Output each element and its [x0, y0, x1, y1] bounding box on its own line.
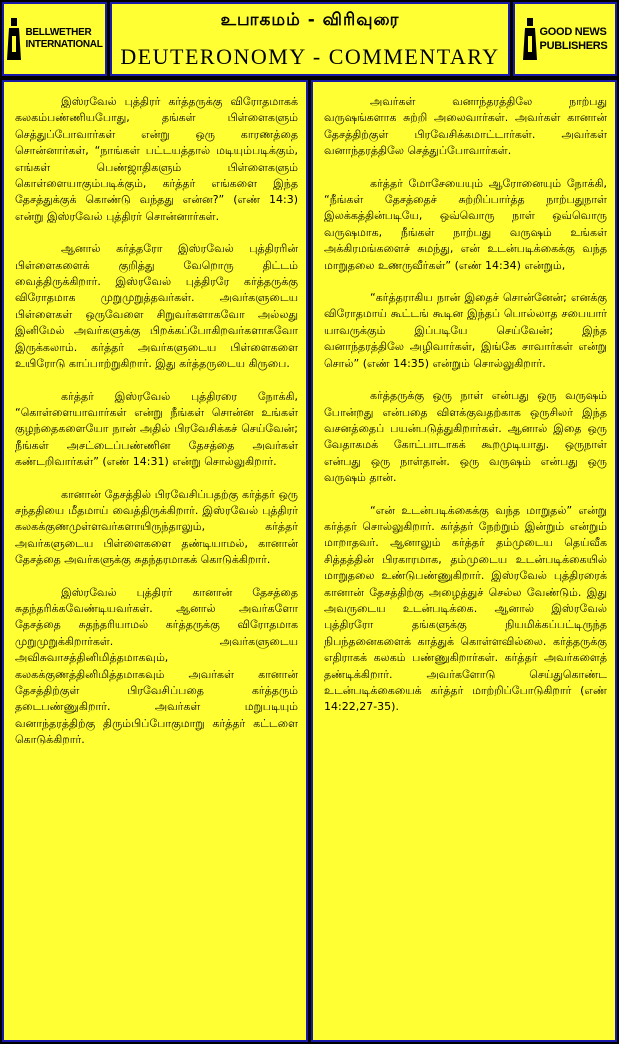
- logo-right-line2: PUBLISHERS: [539, 40, 608, 52]
- paragraph: அவர்கள் வனாந்தரத்திலே நாற்பது வருஷங்களாக சுற்றி அலைவார்கள். அவர்கள் கானான் தேசத்திற்குள் பிரவேசிக்கமாட்டார்கள். அவர்கள் வனாந்தரத்திலே செத்துப்போவார்கள்.: [324, 95, 607, 158]
- paragraph: கர்த்தருக்கு ஒரு நாள் என்பது ஒரு வருஷம் போன்றது என்பதை விளக்குவதற்காக ஒருசிலர் இந்த வசனத்தைப் பயன்படுத்துகிறார்கள். ஆனால் இதை ஒரு வேதாகமக் கோட்பாடாகக் கூறமுடியாது. ஒருநாள் என்பது ஒரு நாள்தான். ஒரு வருஷம் என்பது ஒரு வருஷம் தான்.: [324, 389, 607, 485]
- ram-icon: [6, 16, 22, 62]
- header-title: [110, 2, 510, 76]
- paragraph: “என் உடன்படிக்கைக்கு வந்த மாறுதல்” என்று கர்த்தர் சொல்லுகிறார். கர்த்தர் நேற்றும் இன்றும் என்றும் மாறாதவர். ஆனாலும் கர்த்தர் தம்முடைய தெய்வீக சித்தத்தின் பிரகாரமாக, தம்முடைய உடன்படிக்கையில் மாறுதலை உண்டுபண்ணுகிறார். இஸ்ரவேல் புத்திரரைக் கானான் தேசத்திற்கு அழைத்துச் செல்ல வேண்டும். இது அவருடைய உடன்படிக்கை. ஆனால் இஸ்ரவேல் புத்திரரோ தங்களுக்கு நியமிக்கப்பட்டிருந்த நிபந்தனைகளைக் காத்துக் கொள்ளவில்லை. கர்த்தருக்கு எதிராகக் கலகம் பண்ணுகிறார்கள். கர்த்தர் அவர்களைத் தண்டிக்கிறார். அவர்களோடு செய்துகொண்ட உடன்படிக்கையைக் கர்த்தர் மாற்றிப்போடுகிறார் (எண் 14:22,27-35).: [324, 503, 607, 714]
- paragraph: “கர்த்தராகிய நான் இதைச் சொன்னேன்; எனக்கு விரோதமாய் கூட்டங் கூடின இந்தப் பொல்லாத சபையார் யாவருக்கும் இப்படியே செய்வேன்; இந்த வனாந்தரத்திலே அழிவார்கள், இங்கே சாவார்கள் என்று சொல்” (எண் 14:35) என்றும் சொல்லுகிறார்.: [324, 291, 607, 370]
- trumpet-icon: [523, 16, 537, 62]
- logo-left-line2: INTERNATIONAL: [25, 39, 103, 50]
- left-column: [2, 80, 308, 1042]
- title-tamil: உபாகமம் - விரிவுரை: [220, 10, 400, 30]
- paragraph: இஸ்ரவேல் புத்திரர் கானான் தேசத்தை சுதந்தரிக்கவேண்டியவர்கள். ஆனால் அவர்களோ தேசத்தை சுதந்தரியாமல் கர்த்தருக்கு விரோதமாக முறுமுறுக்கிறார்கள். அவர்களுடைய அவிசுவாசத்தினிமித்தமாகவும், கலகக்குணத்தினிமித்தமாகவும் அவர்கள் கானான் தேசத்திற்குள் பிரவேசிப்பதை கர்த்தரும் தடைபண்ணுகிறார். அவர்கள் மறுபடியும் வனாந்தரத்திற்கு திரும்பிப்போகுமாறு கர்த்தர் கட்டளை கொடுக்கிறார்.: [15, 585, 298, 747]
- title-english: DEUTERONOMY - COMMENTARY: [120, 44, 500, 69]
- right-column: [311, 80, 617, 1042]
- paragraph: கர்த்தர் மோசேயையும் ஆரோனையும் நோக்கி, “நீங்கள் தேசத்தைச் சுற்றிப்பார்த்த நாற்பதுநாள் இலக்கத்தின்படியே, ஒவ்வொரு நாள் ஒவ்வொரு வருஷமாக, நீங்கள் நாற்பது வருஷம் உங்கள் அக்கிரமங்களைச் சுமந்து, என் உடன்படிக்கைக்கு வந்த மாறுதலை உணருவீர்கள்” (எண் 14:34) என்றும்,: [324, 176, 607, 272]
- logo-right-line1: GOOD NEWS: [539, 26, 607, 38]
- bellwether-logo: [2, 2, 107, 76]
- logo-left-line1: BELLWETHER: [25, 27, 92, 38]
- paragraph: இஸ்ரவேல் புத்திரர் கர்த்தருக்கு விரோதமாகக் கலகம்பண்ணியபோது, தங்கள் பிள்ளைகளும் செத்துப்போவார்கள் என்று ஒரு காரணத்தை சொன்னார்கள், “நாங்கள் பட்டயத்தால் மடியும்படிக்கும், எங்கள் பெண்ஜாதிகளும் பிள்ளைகளும் கொள்ளையாகும்படிக்கும், கர்த்தர் எங்களை இந்த தேசத்துக்குக் கொண்டு வந்தது என்ன?” (எண் 14:3) என்று இஸ்ரவேல் புத்திரர் சொன்னார்கள்.: [15, 95, 298, 223]
- paragraph: ஆனால் கர்த்தரோ இஸ்ரவேல் புத்திரரின் பிள்ளைகளைக் குறித்து வேறொரு திட்டம் வைத்திருக்கிறார். இஸ்ரவேல் புத்திரரே கர்த்தருக்கு விரோதமாக முறுமுறுத்தவர்கள். அவர்களுடைய பிள்ளைகள் ஒருவேளை சிறுவர்களாகவோ அல்லது இனிமேல் அவர்களுக்கு பிறக்கப்போகிறவர்களாகவோ இருக்கலாம். கர்த்தர் அவர்களுடைய பிள்ளைகளை உயிரோடு காப்பாற்றுகிறார். இது கர்த்தருடைய கிருபை.: [15, 242, 298, 371]
- paragraph: கானான் தேசத்தில் பிரவேசிப்பதற்கு கர்த்தர் ஒரு சந்ததியை மீதமாய் வைத்திருக்கிறார். இஸ்ரவேல் புத்திரர் கலகக்குணமுள்ளவர்களாயிருந்தாலும், கர்த்தர் அவர்களுடைய பிள்ளைகளை தண்டியாமல், கானான் தேசத்தை அவர்களுக்கு சுதந்தரமாகக் கொடுக்கிறார்.: [15, 487, 298, 567]
- good-news-logo: [513, 2, 617, 76]
- paragraph: கர்த்தர் இஸ்ரவேல் புத்திரரை நோக்கி, “கொள்ளையாவார்கள் என்று நீங்கள் சொன்ன உங்கள் குழந்தைகளையோ நான் அதில் பிரவேசிக்கச் செய்வேன்; நீங்கள் அசட்டைப்பண்ணின தேசத்தை அவர்கள் கண்டறிவார்கள்” (எண் 14:31) என்று சொல்லுகிறார்.: [15, 389, 298, 469]
